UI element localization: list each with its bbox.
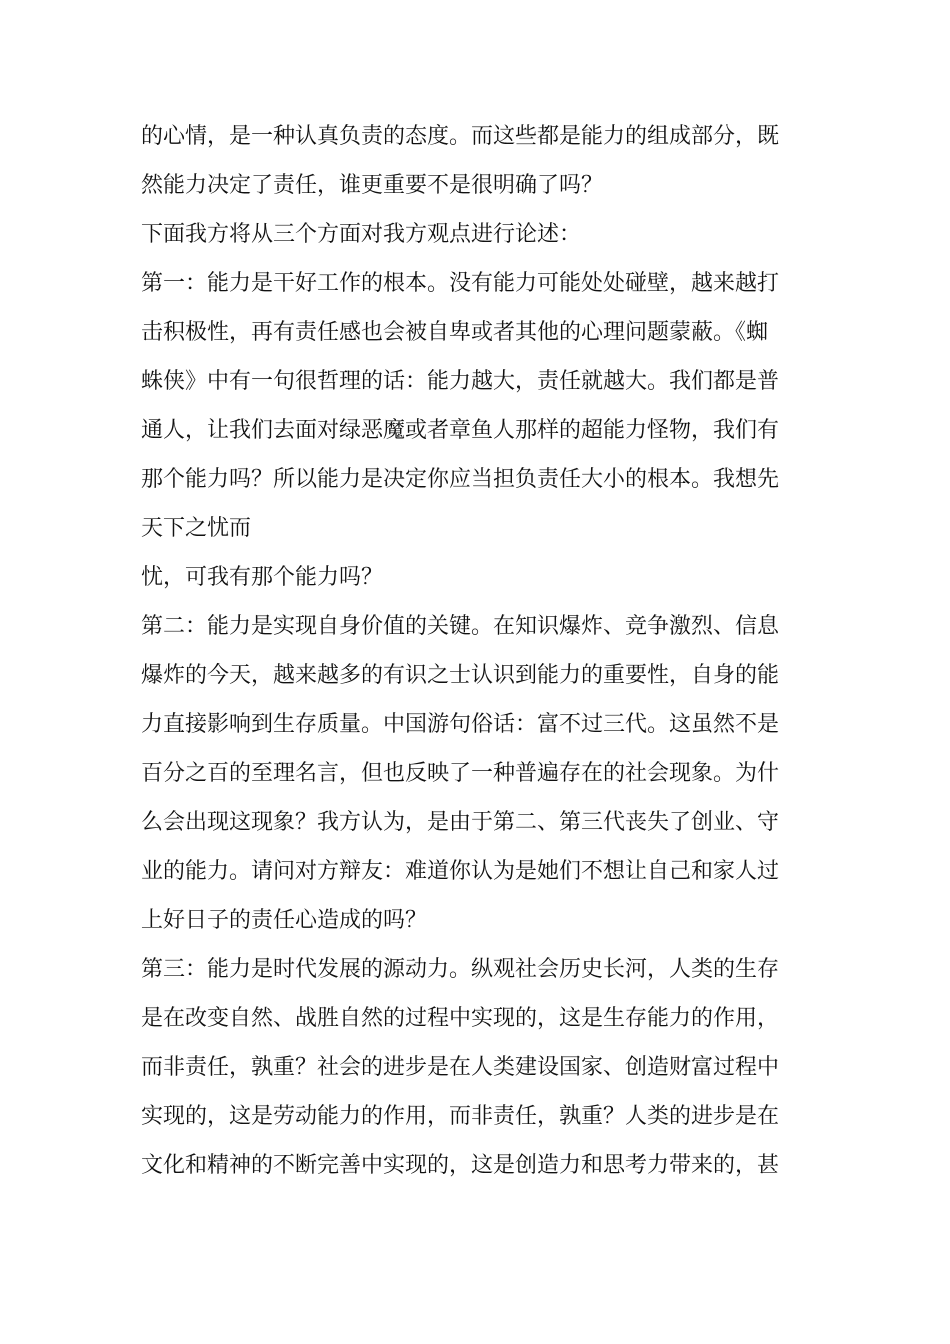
text-line: 蛛侠》中有一句很哲理的话：能力越大，责任就越大。我们都是普 bbox=[141, 369, 780, 394]
text-line: 业的能力。请问对方辩友：难道你认为是她们不想让自己和家人过 bbox=[141, 859, 780, 884]
text-line: 击积极性，再有责任感也会被自卑或者其他的心理问题蒙蔽。《蜘 bbox=[141, 320, 769, 345]
text-line: 然能力决定了责任，谁更重要不是很明确了吗？ bbox=[141, 173, 604, 198]
text-line: 天下之忧而 bbox=[141, 516, 252, 541]
text-line: 文化和精神的不断完善中实现的，这是创造力和思考力带来的，甚 bbox=[141, 1153, 780, 1178]
text-line: 那个能力吗？所以能力是决定你应当担负责任大小的根本。我想先 bbox=[141, 467, 780, 492]
text-line: 第三：能力是时代发展的源动力。纵观社会历史长河，人类的生存 bbox=[141, 957, 780, 982]
text-line: 实现的，这是劳动能力的作用，而非责任，孰重？人类的进步是在 bbox=[141, 1104, 780, 1129]
text-line: 下面我方将从三个方面对我方观点进行论述： bbox=[141, 222, 582, 247]
text-line: 的心情，是一种认真负责的态度。而这些都是能力的组成部分，既 bbox=[141, 124, 780, 149]
text-line: 忧，可我有那个能力吗？ bbox=[141, 565, 384, 590]
text-line: 第二：能力是实现自身价值的关键。在知识爆炸、竞争激烈、信息 bbox=[141, 614, 780, 639]
text-line: 百分之百的至理名言，但也反映了一种普遍存在的社会现象。为什 bbox=[141, 761, 780, 786]
text-line: 第一：能力是干好工作的根本。没有能力可能处处碰壁，越来越打 bbox=[141, 271, 780, 296]
text-line: 么会出现这现象？我方认为，是由于第二、第三代丧失了创业、守 bbox=[141, 810, 780, 835]
text-line: 爆炸的今天，越来越多的有识之士认识到能力的重要性，自身的能 bbox=[141, 663, 780, 688]
text-line: 力直接影响到生存质量。中国游句俗话：富不过三代。这虽然不是 bbox=[141, 712, 780, 737]
document-body bbox=[141, 112, 801, 1190]
text-line: 上好日子的责任心造成的吗？ bbox=[141, 908, 428, 933]
text-line: 是在改变自然、战胜自然的过程中实现的，这是生存能力的作用， bbox=[141, 1006, 780, 1031]
text-line: 通人，让我们去面对绿恶魔或者章鱼人那样的超能力怪物，我们有 bbox=[141, 418, 780, 443]
text-line: 而非责任，孰重？社会的进步是在人类建设国家、创造财富过程中 bbox=[141, 1055, 780, 1080]
